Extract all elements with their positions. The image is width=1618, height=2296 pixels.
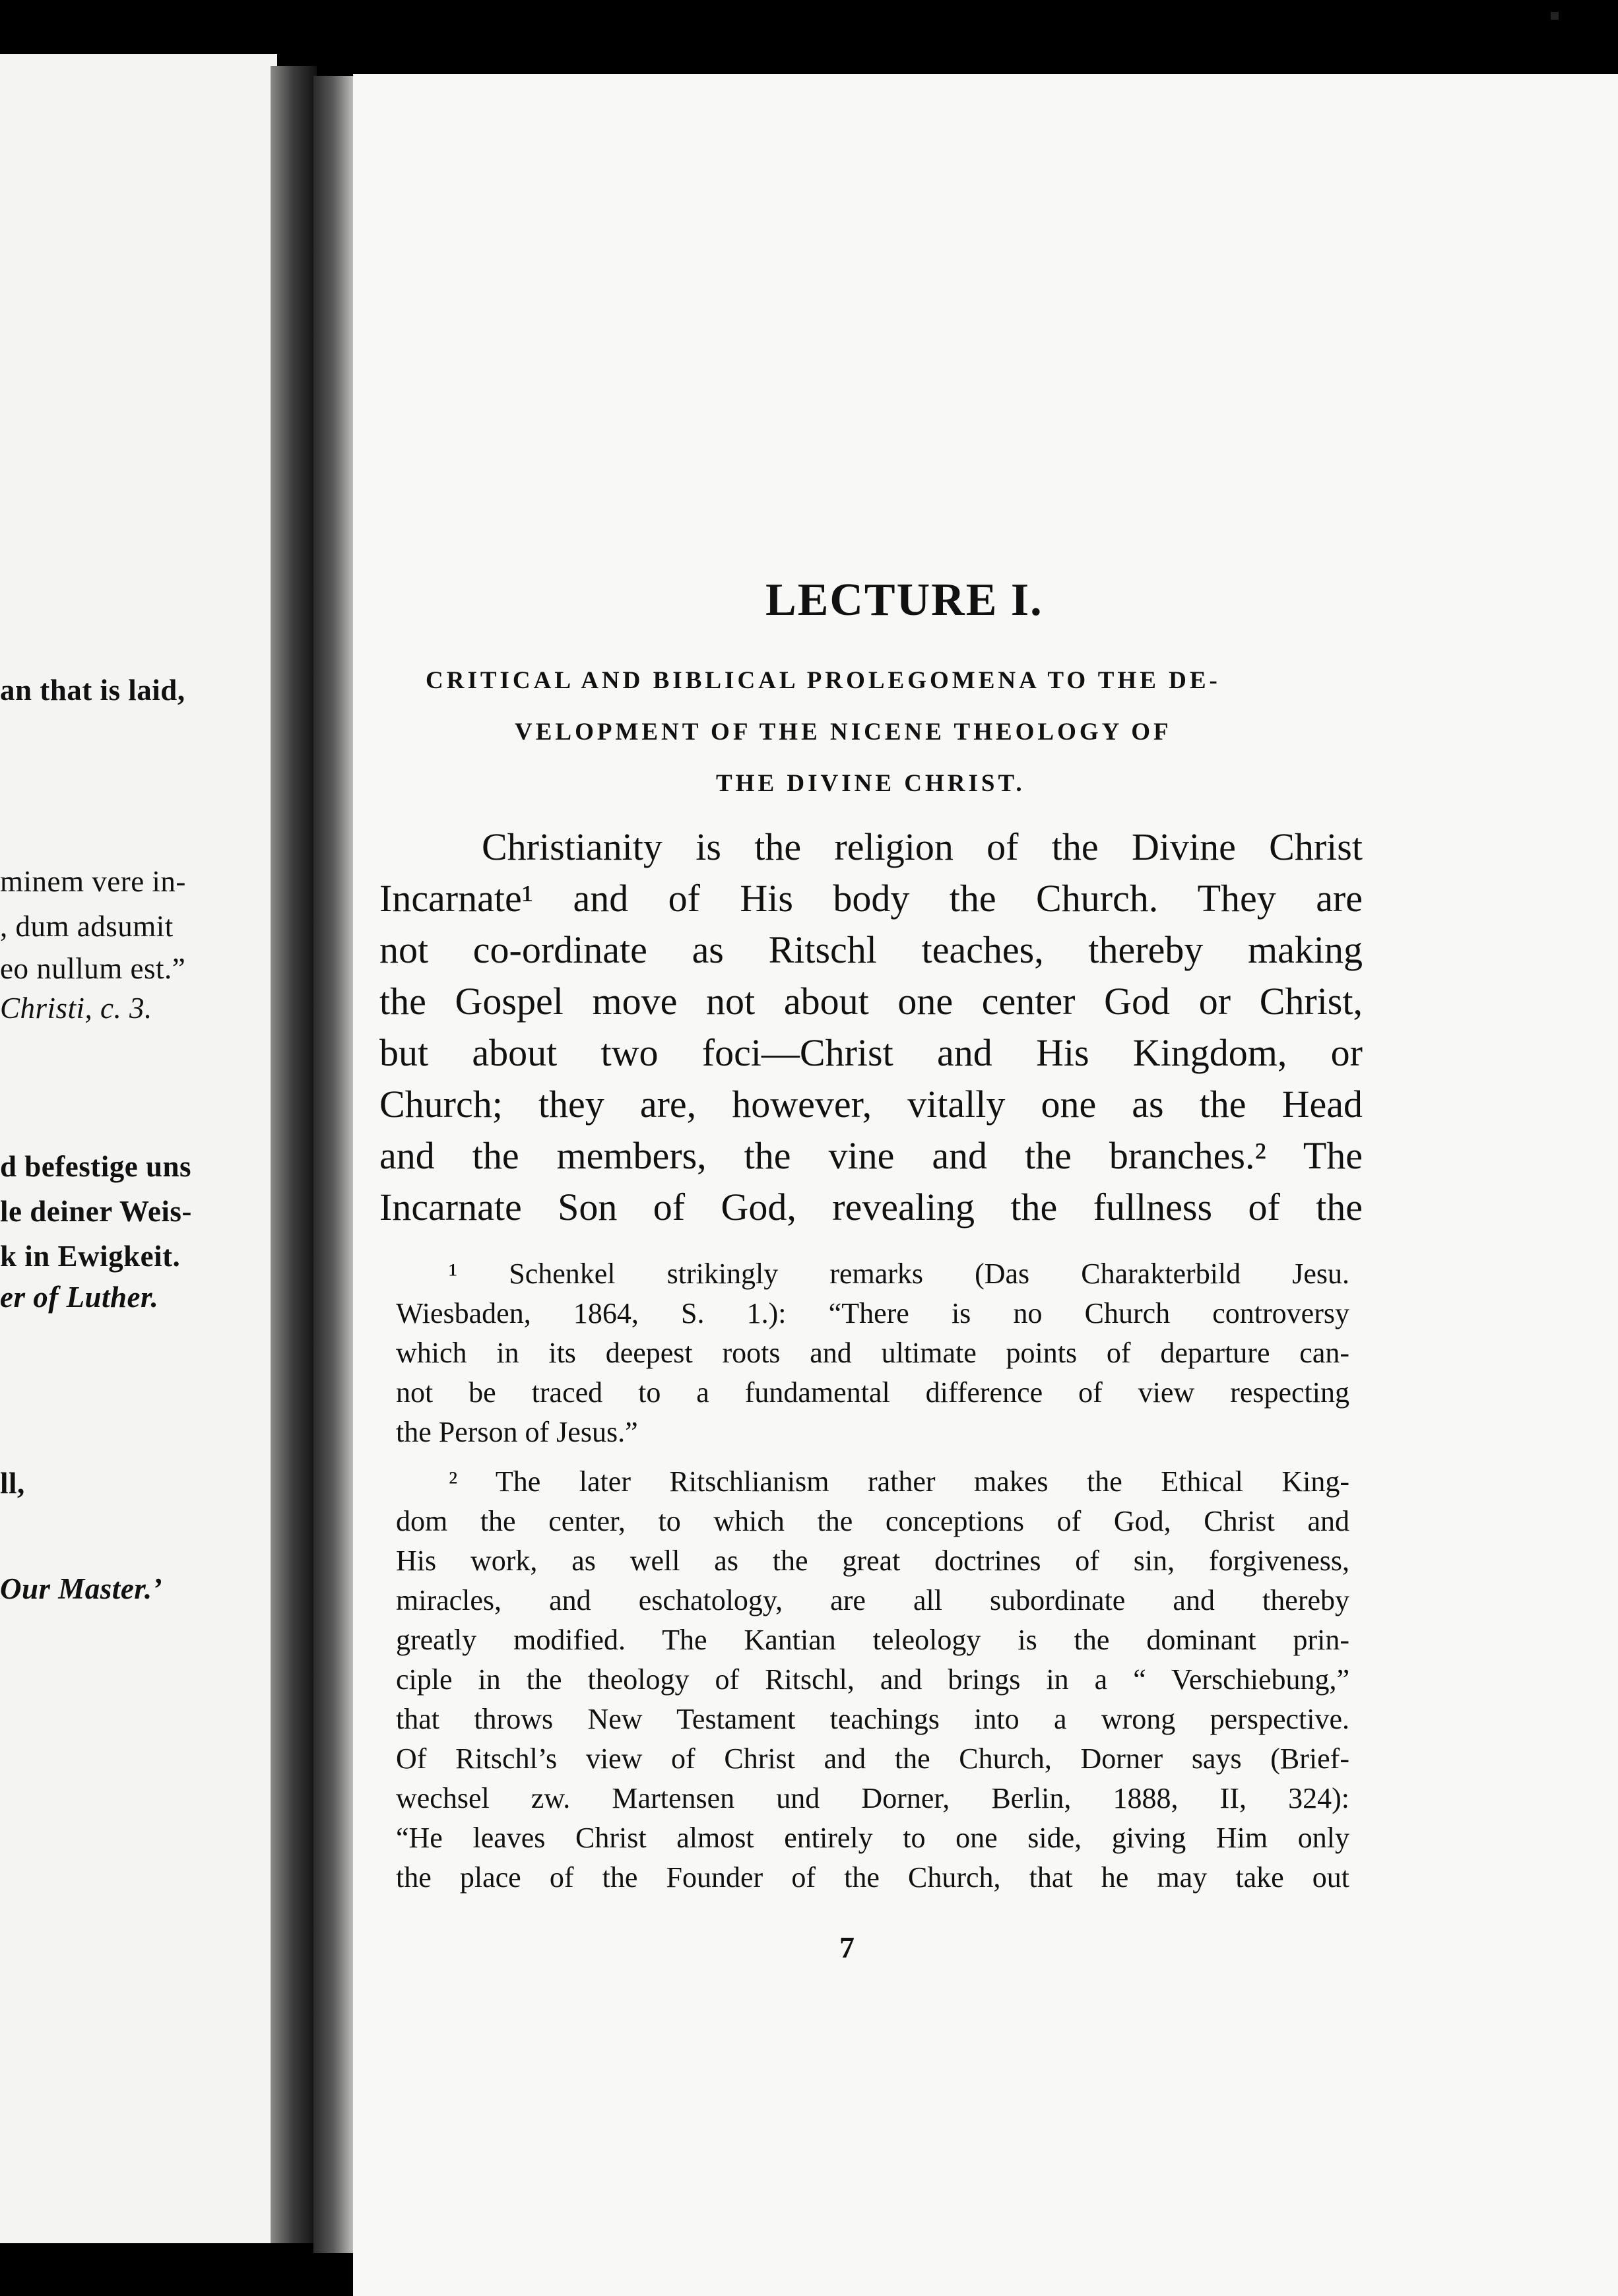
body-text-line: not co-ordinate as Ritschl teaches, thereby making: [379, 928, 1363, 971]
footnote-1-line: which in its deepest roots and ultimate points of departure can-: [396, 1337, 1349, 1369]
page-number: 7: [839, 1930, 855, 1964]
left-text-line: Christi, c. 3.: [0, 992, 152, 1025]
footnote-2-line: “He leaves Christ almost entirely to one side, giving Him only: [396, 1822, 1349, 1854]
lecture-heading: LECTURE I.: [765, 575, 1043, 625]
left-text-line: er of Luther.: [0, 1281, 159, 1314]
footnote-2-line: Of Ritschl’s view of Christ and the Church, Dorner says (Brief-: [396, 1742, 1349, 1775]
footnote-2-line: that throws New Testament teachings into a wrong perspective.: [396, 1703, 1349, 1735]
footnote-2-line: dom the center, to which the conceptions of God, Christ and: [396, 1505, 1349, 1537]
footnote-2-line: wechsel zw. Martensen und Dorner, Berlin, 1888, II, 324):: [396, 1782, 1349, 1814]
footnote-2-line: His work, as well as the great doctrines of sin, forgiveness,: [396, 1545, 1349, 1577]
footnote-1-line: ¹ Schenkel strikingly remarks (Das Charakterbild Jesu.: [449, 1258, 1349, 1290]
book-gutter: [313, 76, 353, 2253]
footnote-2-line: ² The later Ritschlianism rather makes the Ethical King-: [449, 1465, 1349, 1498]
left-text-line: minem vere in-: [0, 865, 186, 898]
body-text-line: Christianity is the religion of the Divine Christ: [482, 825, 1363, 868]
body-text-line: but about two foci—Christ and His Kingdom, or: [379, 1031, 1363, 1074]
footnote-2-line: greatly modified. The Kantian teleology is the dominant prin-: [396, 1624, 1349, 1656]
footnote-2-line: ciple in the theology of Ritschl, and brings in a “ Verschiebung,”: [396, 1663, 1349, 1696]
left-text-line: , dum adsumit: [0, 910, 174, 943]
left-text-line: ll,: [0, 1467, 25, 1500]
footnote-2-line: the place of the Founder of the Church, that he may take out: [396, 1861, 1349, 1894]
body-text-line: the Gospel move not about one center God or Christ,: [379, 980, 1363, 1023]
left-text-line: le deiner Weis-: [0, 1195, 192, 1228]
footnote-1-line: the Person of Jesus.”: [396, 1416, 638, 1448]
left-text-line: d befestige uns: [0, 1150, 192, 1183]
footnote-2-line: miracles, and eschatology, are all subordinate and thereby: [396, 1584, 1349, 1616]
body-text-line: Incarnate¹ and of His body the Church. They are: [379, 877, 1363, 920]
left-text-line: eo nullum est.”: [0, 952, 186, 985]
left-page: [0, 54, 277, 2243]
left-text-line: k in Ewigkeit.: [0, 1240, 181, 1273]
body-text-line: Incarnate Son of God, revealing the fullness of the: [379, 1186, 1363, 1228]
footnote-1-line: Wiesbaden, 1864, S. 1.): “There is no Church controversy: [396, 1297, 1349, 1329]
left-page-edge-shadow: [271, 66, 317, 2243]
subheading-line: VELOPMENT OF THE NICENE THEOLOGY OF: [515, 718, 1172, 746]
subheading-line: CRITICAL AND BIBLICAL PROLEGOMENA TO THE DE-: [426, 667, 1221, 694]
subheading-line: THE DIVINE CHRIST.: [716, 770, 1025, 797]
scan-speck: [1551, 12, 1559, 20]
footnote-1-line: not be traced to a fundamental difference of view respecting: [396, 1376, 1349, 1409]
left-text-line: an that is laid,: [0, 674, 185, 707]
body-text-line: and the members, the vine and the branches.² The: [379, 1134, 1363, 1177]
left-text-line: Our Master.’: [0, 1572, 163, 1605]
body-text-line: Church; they are, however, vitally one as the Head: [379, 1083, 1363, 1126]
